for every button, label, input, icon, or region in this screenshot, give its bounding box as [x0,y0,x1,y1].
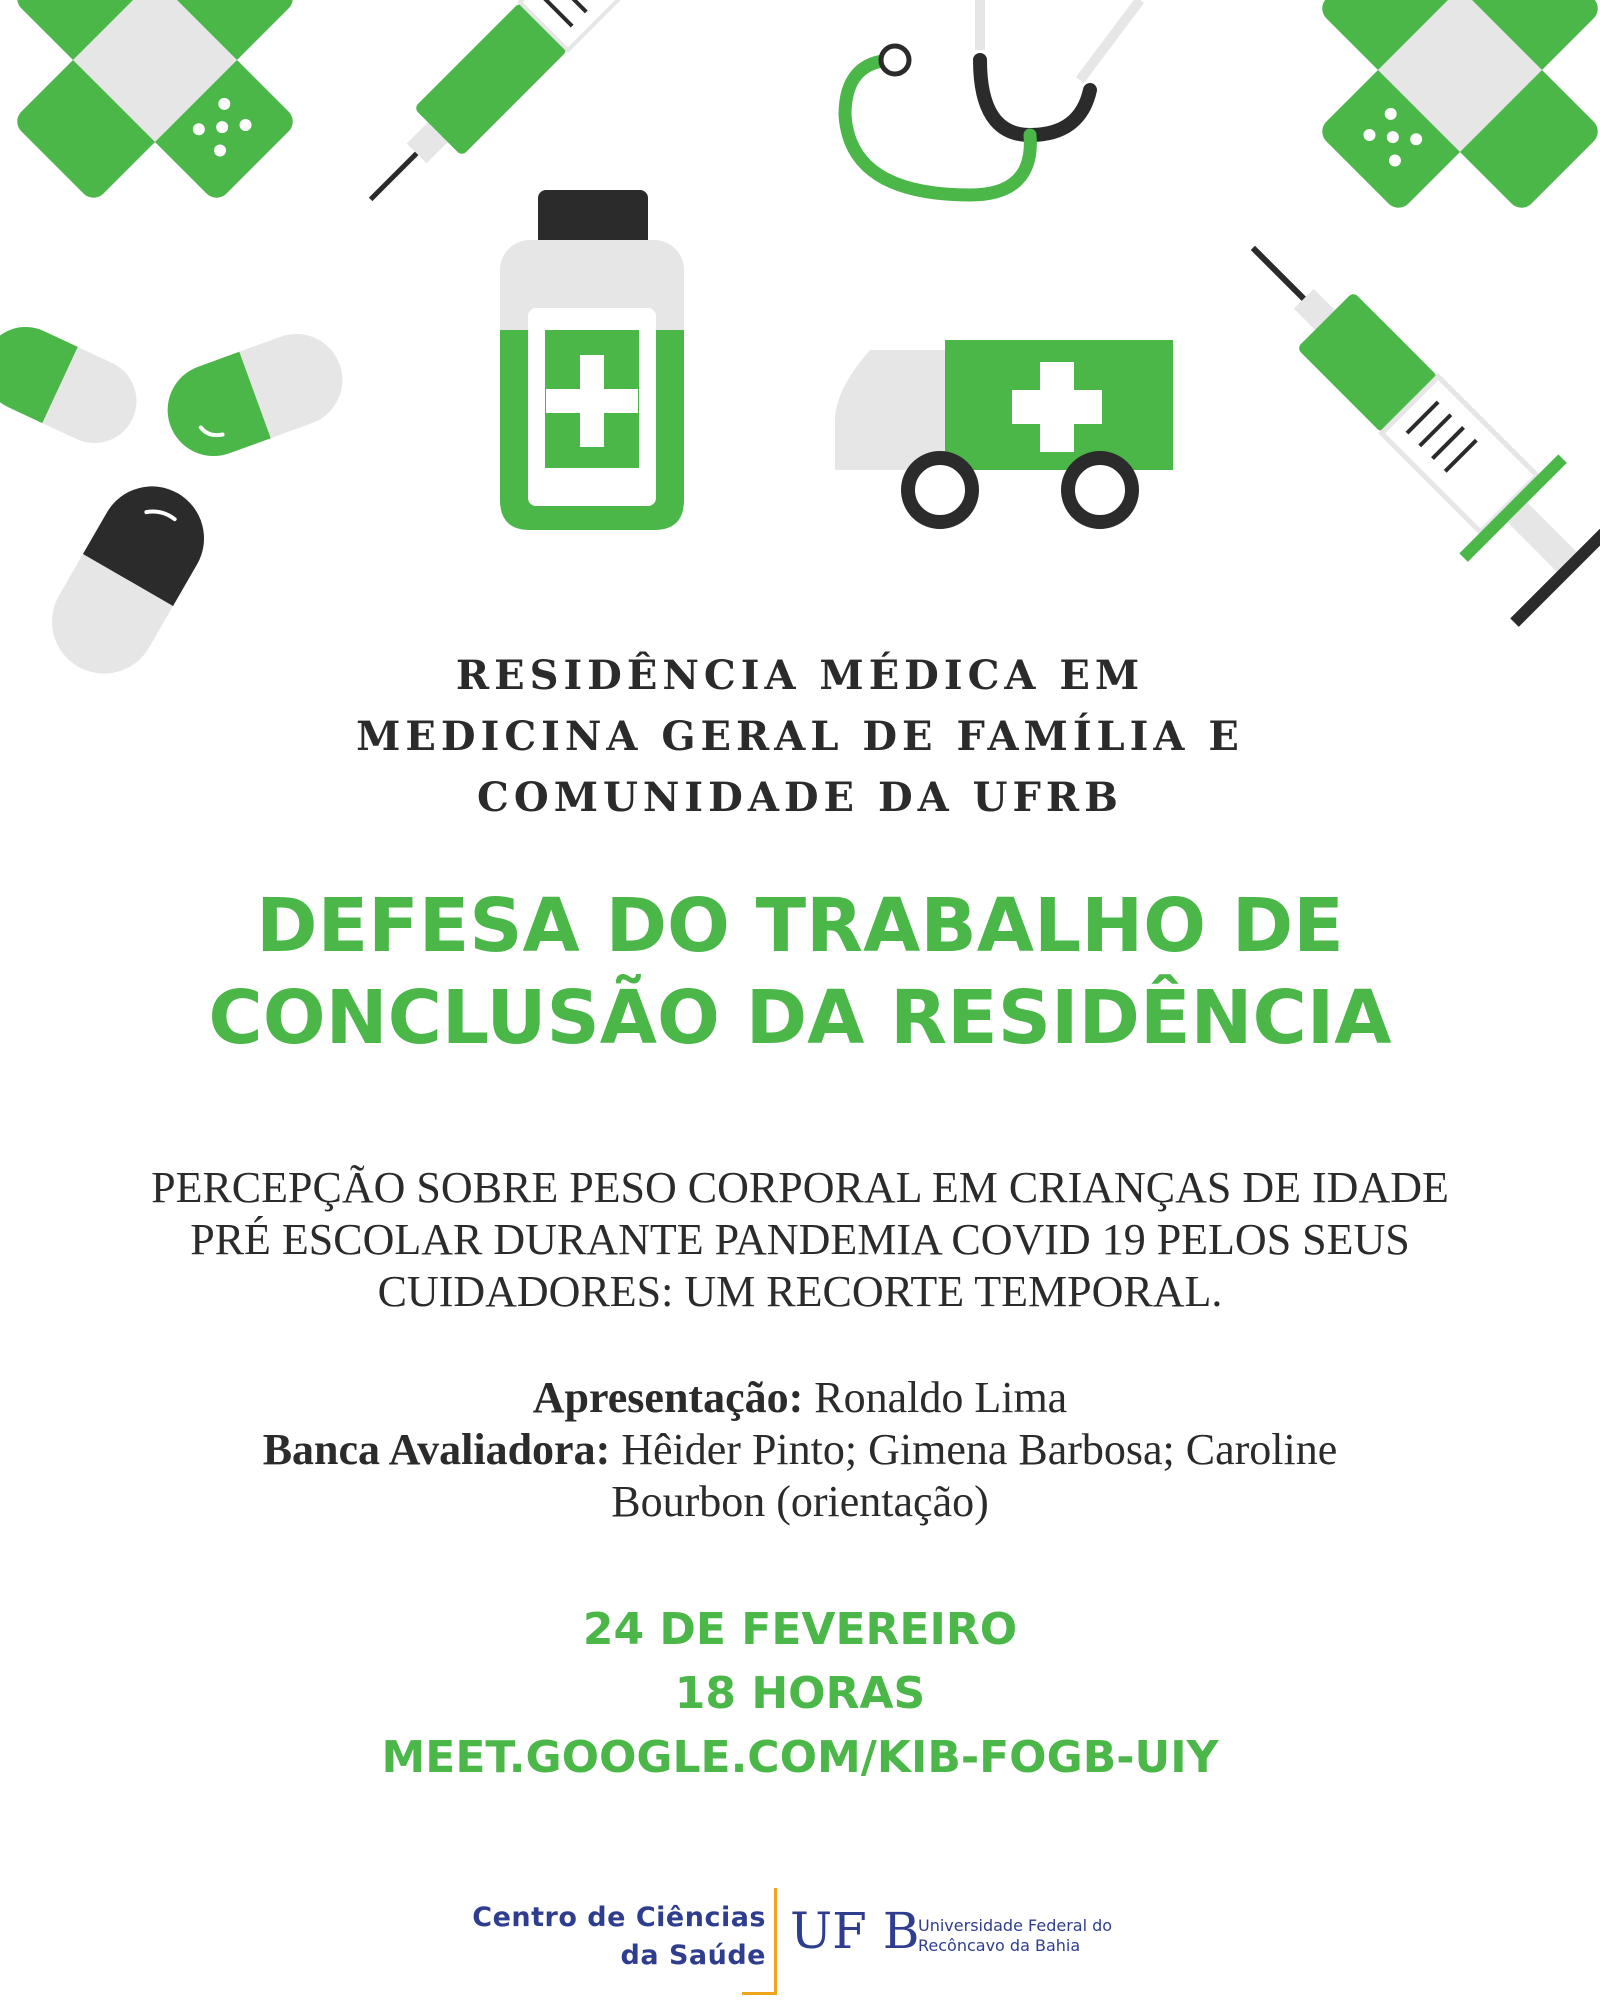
event-details [0,1598,1600,1790]
meeting-link[interactable]: MEET.GOOGLE.COM/KIB-FOGB-UIY [381,1732,1219,1783]
thesis-line: CUIDADORES: UM RECORTE TEMPORAL. [377,1267,1223,1316]
bandage-icon [1255,0,1600,275]
stethoscope-icon [845,0,1140,195]
syringe-icon [1196,191,1600,627]
pill-icon [155,321,356,469]
footer-logos [0,1888,1600,1998]
event-title [0,880,1600,1064]
ccs-logo-line: Centro de Ciências [472,1902,766,1933]
thesis-line: PERCEPÇÃO SOBRE PESO CORPORAL EM CRIANÇAS DE IDADE [151,1163,1449,1212]
thesis-title [0,1162,1600,1318]
ambulance-icon [835,340,1173,522]
ufrb-logo-mark: UF B [790,1902,920,1960]
ccs-logo [472,1888,780,1982]
presentation-label: Apresentação: [532,1373,804,1422]
ufrb-name-line: Recôncavo da Bahia [918,1936,1081,1955]
ccs-logo-frame [742,1888,777,1995]
program-line: MEDICINA GERAL DE FAMÍLIA E [356,713,1244,760]
residency-program-heading [0,645,1600,828]
syringe-icon [347,0,660,223]
committee-label: Banca Avaliadora: [262,1425,611,1474]
presenter-name: Ronaldo Lima [814,1373,1068,1422]
ccs-logo-line: da Saúde [620,1940,766,1971]
bandage-icon [0,0,360,265]
pill-icon [0,313,150,457]
ufrb-name-line: Universidade Federal do [918,1916,1113,1935]
committee-members: Hêider Pinto; Gimena Barbosa; Caroline [621,1425,1338,1474]
event-time: 18 HORAS [674,1668,926,1719]
committee-row [0,1424,1600,1476]
committee-members-cont: Bourbon (orientação) [611,1477,989,1526]
event-date: 24 DE FEVEREIRO [582,1604,1018,1655]
event-title-line: CONCLUSÃO DA RESIDÊNCIA [208,975,1392,1061]
thesis-line: PRÉ ESCOLAR DURANTE PANDEMIA COVID 19 PELOS SEUS [190,1215,1410,1264]
program-line: COMUNIDADE DA UFRB [477,774,1123,821]
presentation-row [0,1372,1600,1424]
event-title-line: DEFESA DO TRABALHO DE [256,883,1344,969]
people-info [0,1372,1600,1528]
program-line: RESIDÊNCIA MÉDICA EM [455,652,1145,699]
medicine-bottle-icon [500,190,684,530]
ufrb-logo-name [918,1916,1112,1956]
